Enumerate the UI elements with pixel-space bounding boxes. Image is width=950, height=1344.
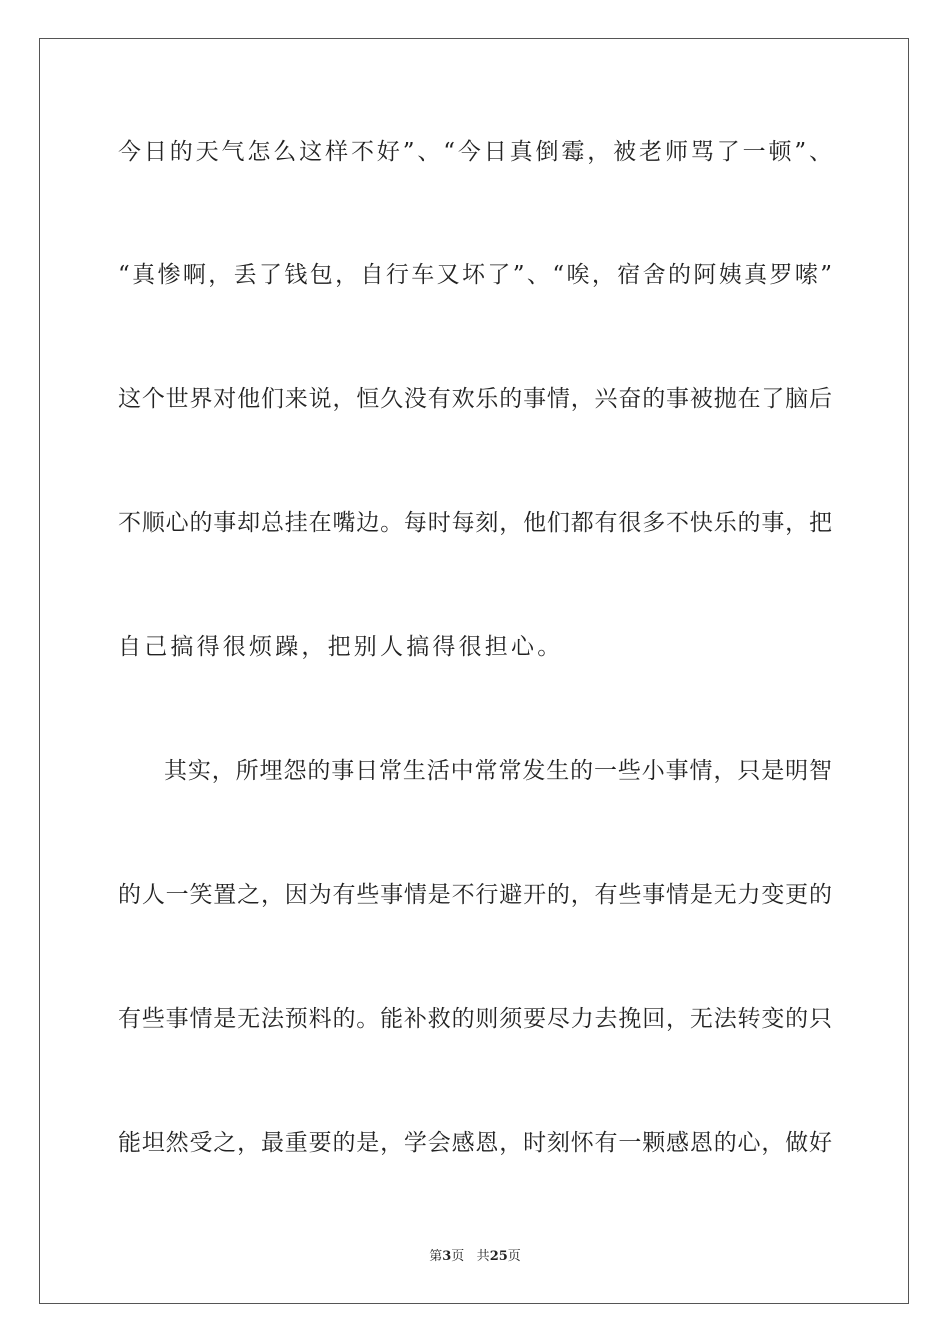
body-line-3: 这个世界对他们来说，恒久没有欢乐的事情，兴奋的事被抛在了脑后 bbox=[118, 386, 832, 412]
total-pages-number: 25 bbox=[489, 1249, 508, 1264]
total-suffix: 页 bbox=[507, 1249, 521, 1264]
body-line-7: 的人一笑置之，因为有些事情是不行避开的，有些事情是无力变更的 bbox=[118, 882, 832, 908]
page-suffix: 页 bbox=[451, 1249, 465, 1264]
body-line-2: “真惨啊，丢了钱包，自行车又坏了”、“唉，宿舍的阿姨真罗嗦” bbox=[118, 262, 832, 288]
body-line-4: 不顺心的事却总挂在嘴边。每时每刻，他们都有很多不快乐的事，把 bbox=[118, 510, 832, 536]
page-footer bbox=[0, 1248, 950, 1266]
total-prefix: 共 bbox=[476, 1249, 490, 1264]
body-line-9: 能坦然受之，最重要的是，学会感恩，时刻怀有一颗感恩的心，做好 bbox=[118, 1130, 832, 1156]
body-line-8: 有些事情是无法预料的。能补救的则须要尽力去挽回，无法转变的只 bbox=[118, 1006, 832, 1032]
page-prefix: 第 bbox=[429, 1249, 443, 1264]
body-line-5: 自己搞得很烦躁，把别人搞得很担心。 bbox=[118, 634, 564, 660]
current-page-number: 3 bbox=[442, 1249, 452, 1264]
page-border bbox=[39, 38, 909, 1304]
body-line-1: 今日的天气怎么这样不好”、“今日真倒霉，被老师骂了一顿”、 bbox=[118, 139, 832, 165]
paragraph-start-line: 其实，所埋怨的事日常生活中常常发生的一些小事情，只是明智 bbox=[164, 758, 832, 784]
